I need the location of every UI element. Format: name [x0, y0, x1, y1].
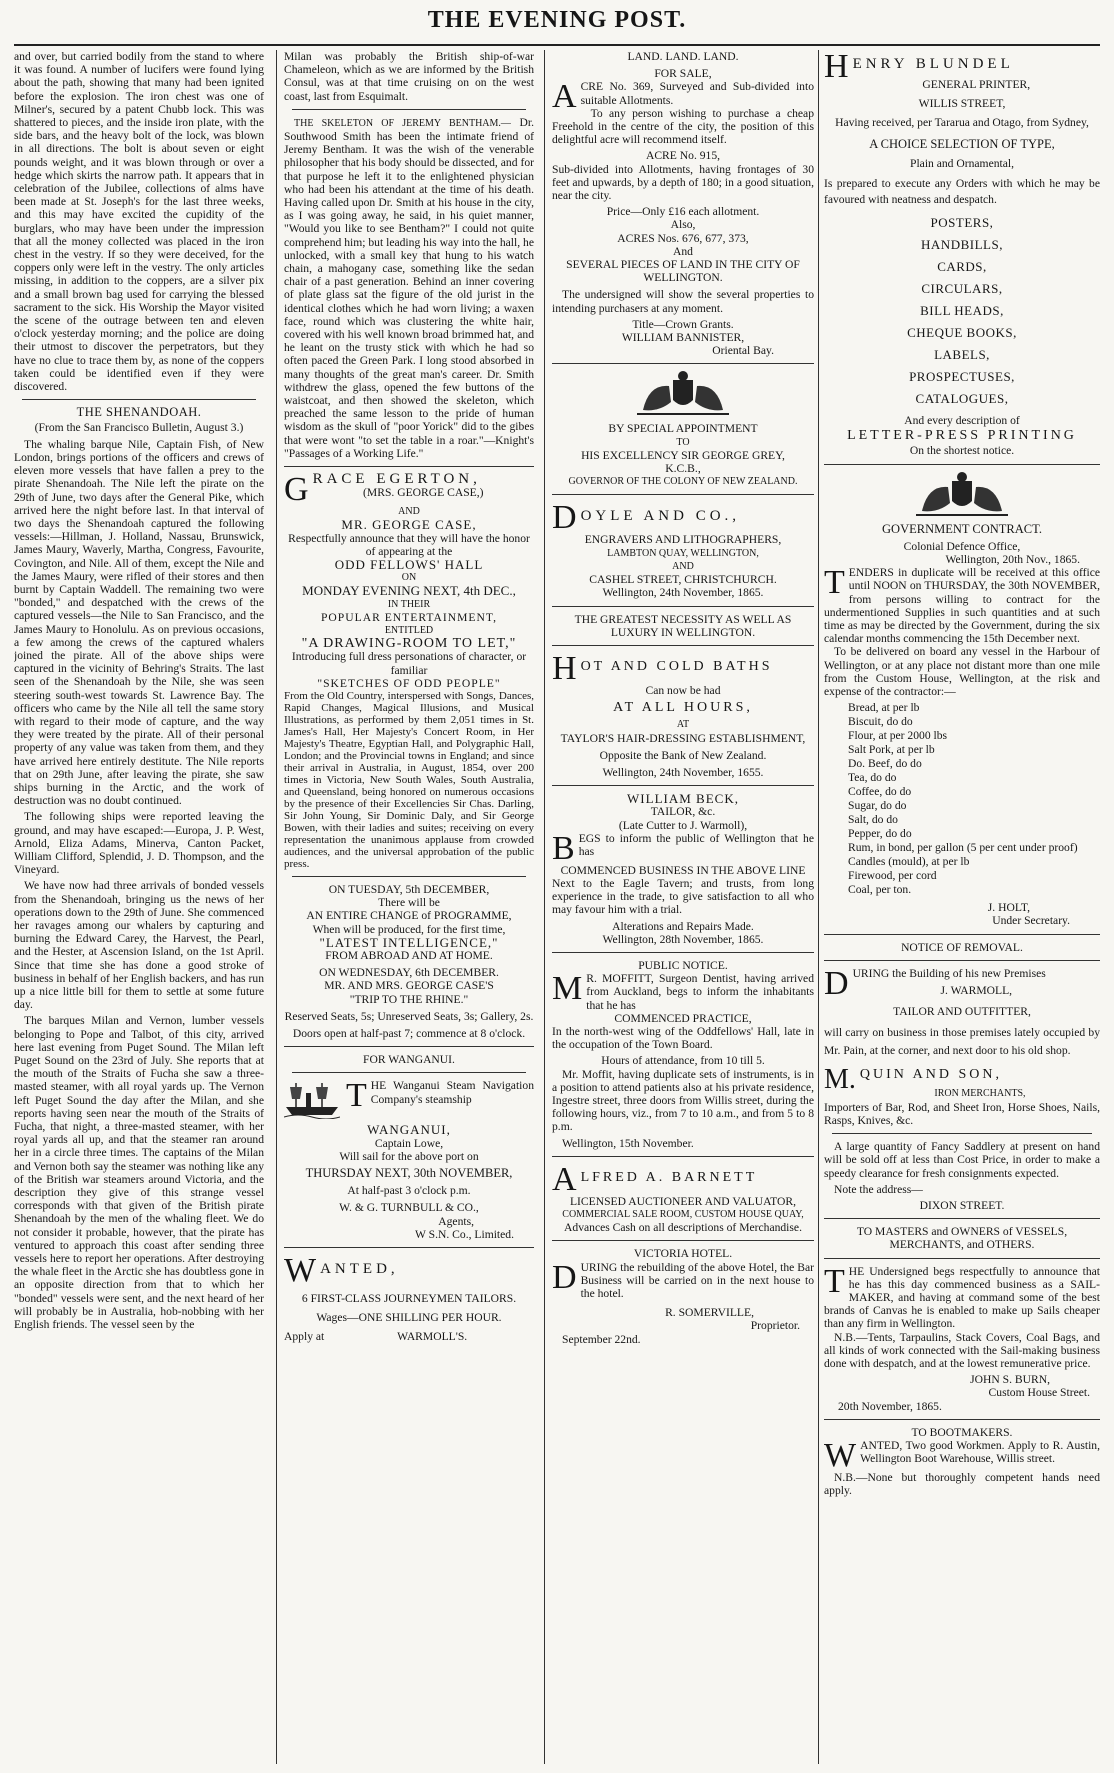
- royal-coat-of-arms-icon: [902, 471, 1022, 517]
- advert-text: Oriental Bay.: [712, 344, 774, 358]
- advert-text: Mr. Moffit, having duplicate sets of instruments, is in a position to attend patients also at his private residence, Ingestre street, three doors from Willis street, during the following hours, viz., from 7 to 10 a.m., and from 5 to 8 p.m.: [552, 1067, 814, 1134]
- advert-text: ODD FELLOWS' HALL: [334, 556, 484, 572]
- list-item: Pepper, do do: [848, 827, 912, 841]
- advert-text: (Late Cutter to J. Warmoll),: [618, 818, 748, 832]
- advert-text: "SKETCHES OF ODD PEOPLE": [317, 676, 501, 690]
- advert-text: When will be produced, for the first time,: [312, 922, 506, 936]
- advert-text: Proprietor.: [750, 1319, 800, 1333]
- advert-text: will carry on business in those premises lately occupied by Mr. Pain, at the corner, and next door to his old shop.: [824, 1026, 1100, 1058]
- advert-title: LFRED A. BARNETT: [580, 1169, 758, 1185]
- list-item: HANDBILLS,: [921, 237, 1003, 253]
- list-item: Salt, do do: [848, 813, 898, 827]
- advert-date: 20th November, 1865.: [838, 1399, 942, 1413]
- divider: [284, 1046, 534, 1047]
- advert-wanted: [284, 1254, 534, 1344]
- advert-text: Sub-divided into Allotments, having frontages of 30 feet and upwards, by a depth of 180; in a good situation, near the city.: [552, 162, 814, 203]
- advert-title: ANTED,: [320, 1261, 399, 1277]
- list-item: LABELS,: [934, 347, 990, 363]
- advert-text: To any person wishing to purchase a cheap Freehold in the centre of the city, the position of this delightful acre will recommend itself.: [552, 106, 814, 147]
- advert-heading: NOTICE OF REMOVAL.: [901, 940, 1023, 954]
- advert-text: MONDAY EVENING NEXT, 4th DEC.,: [302, 583, 516, 599]
- advert-text: POPULAR ENTERTAINMENT,: [320, 610, 498, 624]
- drop-cap: A: [552, 78, 577, 116]
- advert-text: J. HOLT,: [987, 901, 1030, 915]
- article-heading: THE SHENANDOAH.: [76, 405, 202, 420]
- advert-text: SEVERAL PIECES OF LAND IN THE CITY OF WELLINGTON.: [566, 258, 800, 285]
- drop-cap: A: [552, 1160, 577, 1198]
- advert-text: HE Undersigned begs respectfully to announce that he has this day commenced business as a SAIL-MAKER, and having at command some of the best brands of Canvas he is enabled to make up Sails cheaper than any firm in Wellington.: [824, 1264, 1100, 1331]
- advert-text: LETTER-PRESS PRINTING: [847, 428, 1077, 444]
- advert-text: ACRE No. 915,: [645, 149, 721, 163]
- advert-date: Wellington, 24th November, 1655.: [602, 765, 764, 779]
- advert-text: THURSDAY NEXT, 30th NOVEMBER,: [305, 1165, 513, 1180]
- advert-text: R. SOMERVILLE,: [665, 1306, 754, 1320]
- drop-cap: D: [552, 499, 577, 537]
- drop-cap: M: [552, 970, 583, 1008]
- divider: [824, 1218, 1100, 1219]
- advert-text: IN THEIR: [387, 598, 431, 610]
- advert-text: Captain Lowe,: [374, 1136, 444, 1150]
- divider: [552, 494, 814, 495]
- divider: [552, 1240, 814, 1241]
- masthead: THE EVENING POST.: [427, 7, 687, 33]
- advert-text: And every description of: [904, 414, 1020, 428]
- advert-text: Hours of attendance, from 10 till 5.: [601, 1054, 765, 1068]
- list-item: CATALOGUES,: [915, 391, 1009, 407]
- divider: [284, 1247, 534, 1248]
- advert-text: Doors open at half-past 7; commence at 8 o'clock.: [292, 1026, 526, 1040]
- divider: [292, 109, 526, 110]
- advert-grace-egerton: [284, 473, 534, 1040]
- drop-cap: H: [824, 50, 849, 85]
- divider: [552, 606, 814, 607]
- advert-title: OYLE AND CO.,: [580, 508, 741, 525]
- advert-text: Apply at: [284, 1330, 325, 1344]
- advert-subtitle: (MRS. GEORGE CASE,): [363, 486, 484, 500]
- advert-text: N.B.—None but thoroughly competent hands need apply.: [824, 1470, 1100, 1498]
- advert-text: In the north-west wing of the Oddfellows' Hall, late in the occupation of the Town Board.: [552, 1024, 814, 1052]
- divider: [824, 934, 1100, 935]
- advert-text: Is prepared to execute any Orders with which he may be favoured with neatness and despatch.: [824, 177, 1100, 207]
- drop-cap: D: [824, 964, 849, 1002]
- advert-text: W S.N. Co., Limited.: [415, 1227, 514, 1241]
- article-paragraph: The whaling barque Nile, Captain Fish, of New London, brings portions of the officers and crews of eleven more vessels that have fallen a prey to the pirate Shenandoah. The Nile left the pirate on the 29th of June, two days after the General Pike, which arrived here the night before last. In that interval of two days the Shenandoah captured the following vessels:—Hillman, J. Holland, Nassau, Brunswick, James Maury, Waverly, Martha, Congress, Favourite, Covington, and Nile. All of them, except the Nile and the James Maury, were rifled of their stores and then burnt by Captain Waddell. The remaining two were "bonded," and despatched with the crews of the captured vessels—the Nile to San Francisco, and the James Maury to Honolulu. As on previous occasions, a few among the crews of the captured whalers joined the pirate. All of the above ships were captured in the vicinity of Behring's Straits. The last seen of the Shenandoah by the Nile, she was seen steering south-west towards St. Lawrence Bay. The officers who came by the Nile all tell the same story with regard to their mode of capture, and the way they were treated by the pirate. All of their personal property of any value was taken from them, and they have arrived here entirely destitute. The Nile reports that on 29th June, after leaving the pirate, she saw ships burning in the Arctic, and the work of destruction was no doubt continued.: [14, 437, 264, 808]
- drop-cap: D: [552, 1258, 577, 1296]
- list-item: Biscuit, do do: [848, 715, 913, 729]
- advert-text: EGS to inform the public of Wellington that he has: [578, 831, 814, 858]
- column-1: [14, 50, 264, 1764]
- drop-cap: M.: [824, 1064, 856, 1096]
- advert-text: MR. AND MRS. GEORGE CASE'S: [324, 979, 494, 993]
- advert-text: Next to the Eagle Tavern; and trusts, from long experience in the trade, to give satisfaction to all who may favour him with a trial.: [552, 876, 814, 917]
- advert-text: To be delivered on board any vessel in the Harbour of Wellington, or at any place not distant more than one mile from the Custom House, Wellington, at the risk and expense of the contractor:—: [824, 645, 1100, 699]
- column-2: [284, 50, 534, 1764]
- printing-services-list: [824, 212, 1100, 410]
- supplies-list: [848, 701, 1100, 897]
- list-item: CARDS,: [937, 259, 987, 275]
- advert-text: COMMENCED BUSINESS IN THE ABOVE LINE: [560, 863, 806, 877]
- royal-coat-of-arms-icon: [623, 370, 743, 416]
- list-item: Candles (mould), at per lb: [848, 855, 970, 869]
- advert-text: AT ALL HOURS,: [613, 700, 753, 716]
- list-item: Do. Beef, do do: [848, 757, 922, 771]
- drop-cap: G: [284, 471, 309, 509]
- list-item: POSTERS,: [930, 215, 994, 231]
- divider: [292, 1072, 526, 1073]
- article-title: THE SKELETON OF JEREMY BENTHAM.—: [294, 117, 511, 129]
- advert-date: September 22nd.: [562, 1332, 641, 1346]
- advert-text: URING the Building of his new Premises: [852, 966, 1046, 980]
- advert-text: WILLIAM BANNISTER,: [621, 331, 745, 345]
- advert-text: ON WEDNESDAY, 6th DECEMBER.: [319, 966, 499, 980]
- advert-heading: TO MASTERS and OWNERS of VESSELS, MERCHANTS, and OTHERS.: [856, 1225, 1068, 1252]
- advert-text: DIXON STREET.: [919, 1198, 1005, 1212]
- advert-text: Respectfully announce that they will have the honor of appearing at the: [288, 531, 530, 558]
- advert-title: WILLIAM BECK,: [627, 791, 739, 807]
- advert-title: OT AND COLD BATHS: [580, 658, 773, 674]
- advert-text: Wages—ONE SHILLING PER HOUR.: [316, 1311, 502, 1325]
- divider: [824, 1419, 1100, 1420]
- advert-text: JOHN S. BURN,: [970, 1373, 1050, 1387]
- advert-wanganui: [284, 1053, 534, 1241]
- advert-text: AND: [398, 506, 420, 518]
- advert-text: TAYLOR'S HAIR-DRESSING ESTABLISHMENT,: [560, 731, 806, 745]
- advert-title: RACE EGERTON,: [312, 471, 481, 488]
- steamship-icon: [284, 1079, 340, 1119]
- advert-text: K.C.B.,: [665, 462, 701, 476]
- advert-heading: TO BOOTMAKERS.: [911, 1425, 1013, 1439]
- advert-text: Can now be had: [645, 683, 721, 697]
- list-item: Sugar, do do: [848, 799, 907, 813]
- advert-text: FOR SALE,: [654, 67, 712, 81]
- divider: [832, 1133, 1092, 1134]
- advert-text: Importers of Bar, Rod, and Sheet Iron, Horse Shoes, Nails, Rasps, Knives, &c.: [824, 1100, 1100, 1127]
- advert-text: Will sail for the above port on: [339, 1149, 479, 1163]
- list-item: Salt Pork, at per lb: [848, 743, 935, 757]
- advert-text: WARMOLL'S.: [397, 1330, 468, 1344]
- advert-heading: GOVERNMENT CONTRACT.: [882, 521, 1042, 536]
- advert-heading: PUBLIC NOTICE.: [638, 958, 728, 972]
- advert-text: W. & G. TURNBULL & CO.,: [339, 1201, 479, 1215]
- advert-text: LAMBTON QUAY, WELLINGTON,: [607, 547, 759, 559]
- column-4: [824, 50, 1100, 1764]
- advert-text: LICENSED AUCTIONEER AND VALUATOR,: [569, 1194, 797, 1208]
- divider: [552, 952, 814, 953]
- drop-cap: T: [824, 1262, 845, 1300]
- article-paragraph: The following ships were reported leaving the ground, and may have escaped:—Europa, J. P. West, Arnold, Eliza Adams, Minerva, Canton Packet, William Clifford, Splendid, J. D. Thompson, and the Vineyard.: [14, 810, 264, 877]
- advert-text: Reserved Seats, 5s; Unreserved Seats, 3s; Gallery, 2s.: [284, 1009, 534, 1023]
- advert-date: Wellington, 28th November, 1865.: [602, 932, 764, 946]
- list-item: Coal, per ton.: [848, 883, 912, 897]
- advert-text: A CHOICE SELECTION OF TYPE,: [869, 136, 1055, 151]
- advert-text: TAILOR AND OUTFITTER,: [893, 1005, 1031, 1019]
- divider: [22, 399, 256, 400]
- list-item: CHEQUE BOOKS,: [907, 325, 1017, 341]
- divider: [824, 464, 1100, 465]
- advert-text: ON: [401, 572, 417, 584]
- advert-text: Also,: [670, 218, 696, 232]
- advert-text: Plain and Ornamental,: [910, 156, 1014, 170]
- advert-text: HE Wanganui Steam Navigation Company's steamship: [370, 1079, 534, 1106]
- advert-heading: THE GREATEST NECESSITY AS WELL AS LUXURY IN WELLINGTON.: [574, 612, 792, 639]
- advert-text: FROM ABROAD AND AT HOME.: [325, 948, 493, 962]
- divider: [284, 466, 534, 467]
- advert-text: TAILOR, &c.: [650, 805, 716, 819]
- advert-text: Introducing full dress personations of character, or familiar: [291, 650, 527, 677]
- advert-text: At half-past 3 o'clock p.m.: [347, 1184, 471, 1198]
- advert-heading: VICTORIA HOTEL.: [633, 1247, 733, 1261]
- divider: [824, 960, 1100, 961]
- article-paragraph: and over, but carried bodily from the stand to where it was found. A number of lucifers were found lying about the path, showing that many had been ignited before the explosion. The iron chest was one of Milner's, secured by a patent Chubb lock. This was shattered to pieces, and the inside iron plate, with the side bars, and the heavy bolt of the lock, was blown in all directions. The bolt is about seven or eight pounds weight, and it was blown through or over a hedge which skirts the narrow path. It appears that in celebration of the Jubilee, collections of alms have been made at St. Joseph's for the last three weeks, and this may have excited the cupidity of the burglars, who may have been under the impression that all the money collected was placed in the iron chest in the vestry. If so they were deceived, for the coppers only were left in the vestry. The only articles missing, in addition to the coppers, are a silver pix and a small brown bag used for carrying the blessed sacrament to the sick. His Worship the Mayor visited the scene of the outrage between ten and eleven o'clock yesterday morning; and the police are doing their utmost to discover the perpetrators, but they have no clue to trace them by, as none of the coppers taken could be identified even if they were discovered.: [14, 50, 264, 394]
- advert-text: GENERAL PRINTER,: [922, 78, 1031, 91]
- list-item: Firewood, per cord: [848, 869, 937, 883]
- advert-text: CRE No. 369, Surveyed and Sub-divided into suitable Allotments.: [580, 80, 814, 107]
- advert-text: 6 FIRST-CLASS JOURNEYMEN TAILORS.: [301, 1292, 517, 1305]
- advert-text: N.B.—Tents, Tarpaulins, Stack Covers, Coal Bags, and all kinds of work connected with the Sail-making business done with despatch, and at the lowest remunerative price.: [824, 1330, 1100, 1370]
- advert-text: "A DRAWING-ROOM TO LET,": [301, 636, 517, 652]
- advert-text: Agents,: [438, 1214, 474, 1228]
- divider: [552, 645, 814, 646]
- advert-text: Note the address—: [834, 1182, 923, 1196]
- divider: [552, 1156, 814, 1157]
- drop-cap: B: [552, 829, 575, 867]
- list-item: CIRCULARS,: [921, 281, 1003, 297]
- article-paragraph: Dr. Southwood Smith has been the intimate friend of Jeremy Bentham. It was the wish of the venerable philosopher that his body should be dissected, and for that purpose he left it to the enlightened physician who had been his attendant at the time of his death. Having called upon Dr. Smith at his house in the city, as I was going away, he said, in his quiet manner, "Would you like to see Bentham?" I could not quite comprehend him; but leading his way into the hall, he unlocked, with a small key that hung to his watch chain, a mahogany case, something like the sedan chair of a past generation. Behind an inner covering of plate glass sat the figure of the old jurist in the identical clothes which he had worn living; a waxen face, round which was clustering the white hair, covered with his well known broad brimmed hat, and he leant on the trusty stick with which he had so often paced the Green Park. I long stood absorbed in many thoughts of the great man's career. Dr. Smith withdrew the glass, opened the few buttons of the waistcoat, and then showed the skeleton, which preached the same lesson to the pride of human wisdom as the skull of "poor Yorick" did to the gibes that were wont "to set the table in a roar."—Knight's "Passages of a Working Life.": [284, 115, 534, 460]
- article-paragraph: The barques Milan and Vernon, lumber vessels belonging to Pope and Talbot, of this city, arrived here last evening from Puget Sound. The Milan left Puget Sound on the 23rd of July. She reports that at the mouth of the Straits of Fucha she saw a three-masted steamer, with all royal yards up. The Vernon left Puget Sound the day after the Milan, and she reports having seen near the mouth of the Straits of Fucha, that night, a three-masted steamer, with her royal yards all up, and that the steamer ran around her in a circle three times. The captains of the Milan and Vernon both say the steamer was nothing like any of the British war steamers around Victoria, and the description they give of this strange vessel corresponds with that given of the British pirate Shenandoah by the men of the whaling fleet. We do not consider it probable, however, that the pirate has ventured to approach this coast after sending three vessels here to report her operations. After destroying the whale fleet in the Arctic she has doubtless gone in an opposite direction from that to which her "bonded" vessels were sent, and the next heard of her will probably be in Australia, hob-nobbing with her English friends. The vessel seen by the: [14, 1014, 264, 1332]
- article-source: (From the San Francisco Bulletin, August 3.): [34, 421, 244, 435]
- advert-text: Under Secretary.: [992, 914, 1070, 928]
- advert-text: BY SPECIAL APPOINTMENT: [608, 422, 758, 436]
- advert-text: COMMERCIAL SALE ROOM, CUSTOM HOUSE QUAY,: [562, 1209, 804, 1220]
- advert-text: Custom House Street.: [988, 1386, 1090, 1400]
- advert-text: ENTITLED: [384, 624, 434, 636]
- advert-text: Opposite the Bank of New Zealand.: [599, 748, 767, 762]
- advert-text: ACRES Nos. 676, 677, 373,: [617, 231, 749, 245]
- list-item: Flour, at per 2000 lbs: [848, 729, 948, 743]
- article-paragraph: We have now had three arrivals of bonded vessels from the Shenandoah, bringing us the news of her operations down to the 29th of June. She commenced her ravages among our whalers by capturing and burning the Edward Carey, the Harvest, the Pearl, and the Hester, at Ascension Island, on the 1st April. Since that time she has done a good stroke of business in behalf of her English backers, and has run up a nice little bill for them to settle at some future day.: [14, 879, 264, 1012]
- drop-cap: T: [346, 1077, 367, 1115]
- divider: [552, 363, 814, 364]
- list-item: Rum, in bond, per gallon (5 per cent under proof): [848, 841, 1078, 855]
- drop-cap: H: [552, 649, 577, 687]
- advert-text: MR. GEORGE CASE,: [341, 517, 477, 533]
- advert-text: ANTED, Two good Workmen. Apply to R. Austin, Wellington Boot Warehouse, Willis street.: [860, 1438, 1100, 1466]
- advert-text: Advances Cash on all descriptions of Merchandise.: [564, 1221, 802, 1235]
- ship-name: WANGANUI,: [367, 1122, 451, 1138]
- column-3: [552, 50, 814, 1764]
- advert-text: Alterations and Repairs Made.: [612, 919, 754, 933]
- advert-text: "LATEST INTELLIGENCE,": [319, 934, 499, 950]
- advert-date: Wellington, 20th Nov., 1865.: [945, 553, 1080, 567]
- advert-text: J. WARMOLL,: [940, 984, 1013, 998]
- masthead-rule: [14, 44, 1100, 46]
- divider: [552, 785, 814, 786]
- advert-text: Colonial Defence Office,: [903, 539, 1021, 553]
- advert-text: WILLIS STREET,: [918, 97, 1006, 111]
- advert-text: HIS EXCELLENCY SIR GEORGE GREY,: [581, 448, 785, 462]
- advert-text: AT: [676, 719, 690, 731]
- advert-title: QUIN AND SON,: [859, 1067, 1002, 1083]
- drop-cap: T: [824, 564, 845, 602]
- list-item: BILL HEADS,: [920, 303, 1004, 319]
- advert-date: Wellington, 24th November, 1865.: [602, 586, 764, 600]
- advert-text: IRON MERCHANTS,: [934, 1088, 1026, 1100]
- advert-text: And: [673, 244, 693, 258]
- column-divider: [276, 50, 277, 1764]
- advert-text: A large quantity of Fancy Saddlery at present on hand will be sold off at less than Cost Price, in order to make a speedy clearance for fresh consignments expected.: [824, 1140, 1100, 1180]
- advert-heading: FOR WANGANUI.: [363, 1053, 455, 1067]
- advert-title: ENRY BLUNDEL: [852, 56, 1014, 72]
- advert-date: Wellington, 15th November.: [562, 1136, 694, 1150]
- advert-text: R. MOFFITT, Surgeon Dentist, having arrived from Auckland, begs to inform the inhabitants that he has: [586, 972, 814, 1012]
- drop-cap: W: [824, 1436, 857, 1474]
- list-item: PROSPECTUSES,: [909, 369, 1015, 385]
- advert-text: ENGRAVERS AND LITHOGRAPHERS,: [584, 533, 782, 547]
- article-paragraph: Milan was probably the British ship-of-war Chameleon, which as we are informed by the British Consul, was at that time cruising on on the west coast, last from Esquimalt.: [284, 50, 534, 103]
- drop-cap: W: [284, 1252, 317, 1289]
- advert-text: GOVERNOR OF THE COLONY OF NEW ZEALAND.: [568, 476, 798, 488]
- divider: [824, 1258, 1100, 1259]
- advert-text: Title—Crown Grants.: [632, 317, 734, 331]
- advert-text: On the shortest notice.: [909, 444, 1015, 458]
- list-item: Coffee, do do: [848, 785, 912, 799]
- advert-text: The undersigned will show the several properties to intending purchasers at any moment.: [552, 288, 814, 315]
- advert-text: There will be: [378, 896, 440, 910]
- column-divider: [818, 50, 819, 1764]
- list-item: Tea, do do: [848, 771, 897, 785]
- advert-text: ENDERS in duplicate will be received at this office until NOON on THURSDAY, the 30th NOVEMBER, from persons willing to contract for the undermentioned Supplies in such quantities and at such time as may be directed by the Government, during the six calendar months commencing the 15th December next.: [824, 566, 1100, 646]
- advert-text: Having received, per Tararua and Otago, from Sydney,: [835, 116, 1089, 130]
- divider: [292, 876, 526, 877]
- column-divider: [544, 50, 545, 1764]
- advert-text: "TRIP TO THE RHINE.": [349, 992, 469, 1006]
- advert-text: URING the rebuilding of the above Hotel, the Bar Business will be carried on in the next house to the hotel.: [580, 1260, 814, 1301]
- advert-text: AND: [672, 560, 694, 572]
- advert-text: CASHEL STREET, CHRISTCHURCH.: [589, 573, 777, 587]
- advert-heading: LAND. LAND. LAND.: [627, 50, 739, 63]
- advert-text: COMMENCED PRACTICE,: [614, 1011, 752, 1025]
- advert-text: TO: [676, 436, 690, 448]
- list-item: Bread, at per lb: [848, 701, 920, 715]
- advert-text: From the Old Country, interspersed with Songs, Dances, Rapid Changes, Magical Illusions, and Musical Illustrations, as performed by them 2,051 times in St. James's Hall, Her Majesty's Concert Room, in Her Majesty's Theatre, Egyptian Hall, and Polygraphic Hall, London; and the Provincial towns in England; and since their arrival in Australia, in August, 1854, over 200 times in Victoria, New South Wales, South Australia, and Queensland, being honored on numerous occasions by the presence of their Excellencies Sir Chas. Darling, Sir John Young, Sir Dominic Daly, and Sir George Bowen, with their ladies and suites; receiving on every representation the unanimous applause from crowded audiences, and the universal approbation of the public press.: [284, 689, 534, 870]
- advert-text: ON TUESDAY, 5th DECEMBER,: [328, 882, 490, 896]
- advert-text: Price—Only £16 each allotment.: [606, 205, 760, 219]
- advert-text: AN ENTIRE CHANGE of PROGRAMME,: [306, 909, 512, 923]
